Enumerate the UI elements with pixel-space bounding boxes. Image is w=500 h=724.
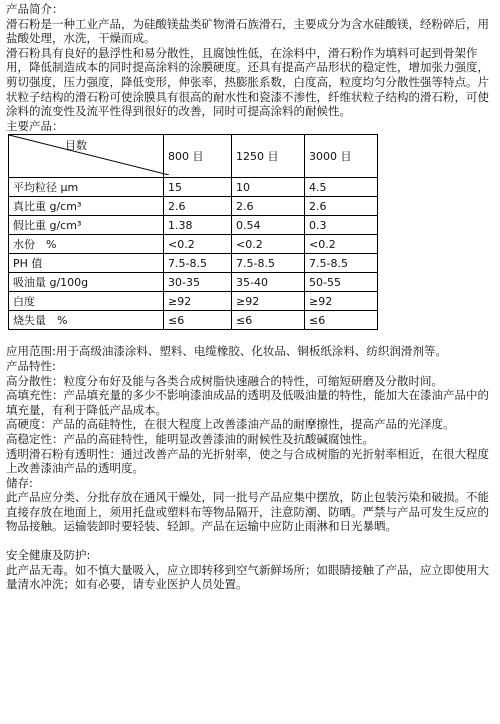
table-cell: 2.6 — [231, 197, 304, 216]
table-cell: ≥92 — [231, 292, 304, 311]
document-page — [6, 2, 494, 592]
table-cell: ≤6 — [164, 311, 232, 330]
row-label: 平均粒径 μm — [9, 178, 164, 197]
table-cell: 10 — [231, 178, 304, 197]
feature-item: 高稳定性：产品的高硅特性，能明显改善漆油的耐候性及抗酸碱腐蚀性。 — [6, 431, 374, 446]
table-header-row — [9, 135, 378, 178]
row-label: PH 值 — [9, 254, 164, 273]
table-cell: 15 — [164, 178, 232, 197]
corner-diagonal-line — [9, 135, 169, 175]
table-corner-cell — [9, 135, 164, 178]
table-cell: <0.2 — [304, 235, 377, 254]
features-heading: 产品特性: — [6, 358, 56, 373]
row-label: 烧失量 % — [9, 311, 164, 330]
table-cell: 1.38 — [164, 216, 232, 235]
table-row — [9, 197, 378, 216]
column-header: 800 目 — [164, 135, 232, 178]
row-label: 真比重 g/cm³ — [9, 197, 164, 216]
table-cell: 2.6 — [164, 197, 232, 216]
table-cell: 7.5-8.5 — [304, 254, 377, 273]
row-label: 假比重 g/cm³ — [9, 216, 164, 235]
table-cell: 2.6 — [304, 197, 377, 216]
row-label: 吸油量 g/100g — [9, 273, 164, 292]
row-label: 白度 — [9, 292, 164, 311]
table-row — [9, 235, 378, 254]
intro-paragraph-1: 滑石粉是一种工业产品，为硅酸镁盐类矿物滑石族滑石，主要成分为含水硅酸镁，经粉碎后，用盐酸处理，水洗，干燥而成。 — [6, 16, 489, 46]
table-cell: 4.5 — [304, 178, 377, 197]
table-row — [9, 254, 378, 273]
table-row — [9, 311, 378, 330]
column-header: 1250 目 — [231, 135, 304, 178]
spec-table — [8, 134, 378, 330]
table-cell: <0.2 — [164, 235, 232, 254]
table-cell: 0.3 — [304, 216, 377, 235]
table-cell: 50-55 — [304, 273, 377, 292]
application-paragraph: 应用范围:用于高级油漆涂料、塑料、电缆橡胶、化妆品、铜板纸涂料、纺织润滑剂等。 — [6, 344, 447, 359]
feature-item: 高硬度：产品的高硅特性，在很大程度上改善漆油产品的耐摩擦性，提高产品的光泽度。 — [6, 417, 455, 432]
table-row — [9, 216, 378, 235]
feature-item: 高分散性：粒度分布好及能与各类合成树脂快速融合的特性，可缩短研磨及分散时间。 — [6, 373, 443, 388]
storage-paragraph: 此产品应分类、分批存放在通风干燥处，同一批号产品应集中摆放，防止包装污染和破损。不能直接存放在地面上，须用托盘或塑料布等物品隔开，注意防潮、防晒。严禁与产品可发生反应的物品接触。运输装卸时要轻装、轻卸。产品在运输中应防止雨淋和日光暴晒。 — [6, 490, 489, 534]
feature-item: 透明滑石粉有透明性：通过改善产品的光折射率，使之与合成树脂的光折射率相近，在很大程度上改善漆油产品的透明度。 — [6, 446, 489, 476]
table-cell: ≥92 — [164, 292, 232, 311]
table-cell: 35-40 — [231, 273, 304, 292]
table-row — [9, 273, 378, 292]
products-heading: 主要产品： — [6, 118, 64, 133]
table-cell: 0.54 — [231, 216, 304, 235]
intro-paragraph-2: 滑石粉具有良好的悬浮性和易分散性，且腐蚀性低，在涂料中，滑石粉作为填料可起到骨架作用，降低制造成本的同时提高涂料的涂膜硬度。还具有提高产品形状的稳定性，增加张力强度，剪切强度，压力强度，降低变形，伸张率，热膨胀系数，白度高，粒度均匀分散性强等特点。片状粒子结构的滑石粉可使涂膜具有很高的耐水性和瓷漆不渗性，纤维状粒子结构的滑石粉，可使涂料的流变性及流平性得到很好的改善，同时可提高涂料的耐候性。 — [6, 45, 489, 119]
table-cell: 7.5-8.5 — [231, 254, 304, 273]
safety-heading: 安全健康及防护: — [6, 548, 91, 563]
row-label: 水份 % — [9, 235, 164, 254]
table-cell: 30-35 — [164, 273, 232, 292]
table-row — [9, 292, 378, 311]
corner-label: 目数 — [65, 139, 87, 153]
table-cell: ≥92 — [304, 292, 377, 311]
table-cell: ≤6 — [231, 311, 304, 330]
feature-item: 高填充性：产品填充量的多少不影响漆油成品的透明及低吸油量的特性，能加大在漆油产品中的填充量，有利于降低产品成本。 — [6, 388, 489, 417]
table-cell: ≤6 — [304, 311, 377, 330]
table-cell: 7.5-8.5 — [164, 254, 232, 273]
safety-paragraph: 此产品无毒。如不慎大量吸入，应立即转移到空气新鲜场所；如眼睛接触了产品，应立即使用大量清水冲洗；如有必要，请专业医护人员处置。 — [6, 562, 489, 592]
storage-heading: 储存: — [6, 475, 33, 490]
table-row — [9, 178, 378, 197]
column-header: 3000 目 — [304, 135, 377, 178]
table-cell: <0.2 — [231, 235, 304, 254]
intro-heading: 产品简介： — [6, 2, 64, 16]
